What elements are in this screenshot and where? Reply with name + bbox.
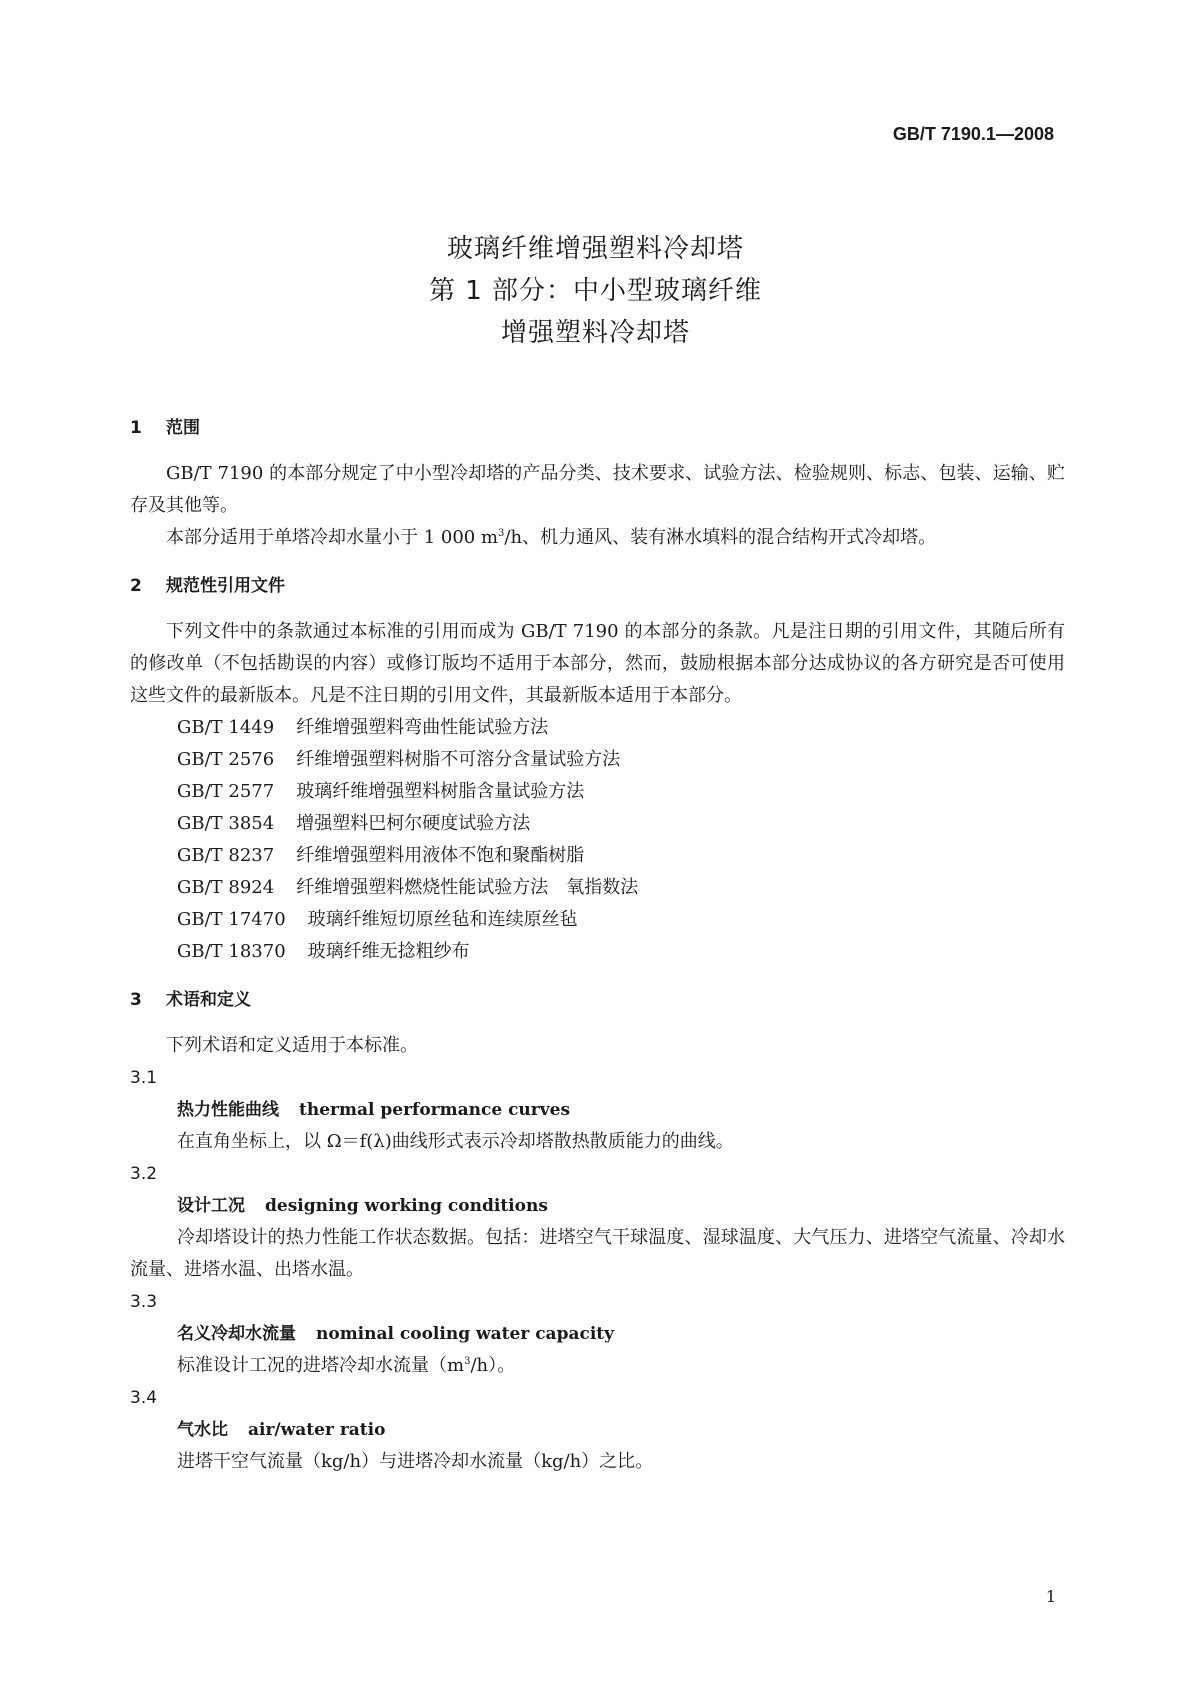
term-entry xyxy=(130,1286,1065,1382)
reference-item xyxy=(130,872,1065,904)
term-entry xyxy=(130,1158,1065,1286)
term-number: 3.1 xyxy=(130,1068,158,1088)
reference-code: GB/T 18370 xyxy=(177,941,286,962)
term-definition: 在直角坐标上，以 Ω＝f(λ)曲线形式表示冷却塔散热散质能力的曲线。 xyxy=(177,1131,734,1152)
term-english: thermal performance curves xyxy=(299,1100,571,1120)
superscript: 3 xyxy=(464,1356,471,1367)
term-chinese: 设计工况 xyxy=(177,1196,245,1216)
reference-title: 纤维增强塑料树脂不可溶分含量试验方法 xyxy=(296,749,621,770)
reference-item xyxy=(130,744,1065,776)
scope-paragraph-2 xyxy=(130,522,1065,554)
term-heading xyxy=(130,1414,1065,1446)
title-line-2: 第 1 部分：中小型玻璃纤维 xyxy=(428,276,763,306)
term-english: designing working conditions xyxy=(265,1196,548,1216)
superscript: 3 xyxy=(498,528,505,539)
term-heading xyxy=(130,1094,1065,1126)
title-line-1: 玻璃纤维增强塑料冷却塔 xyxy=(446,234,744,264)
references-intro: 下列文件中的条款通过本标准的引用而成为 GB/T 7190 的本部分的条款。凡是注日期的引用文件，其随后所有的修改单（不包括勘误的内容）或修订版均不适用于本部分，然而，鼓励根据本部分达成协议的各方研究是否可使用这些文件的最新版本。凡是不注日期的引用文件，其最新版本适用于本部分。 xyxy=(130,621,1065,706)
document-body xyxy=(130,412,1065,1478)
standard-number: GB/T 7190.1—2008 xyxy=(892,124,1054,144)
term-definition: 冷却塔设计的热力性能工作状态数据。包括：进塔空气干球温度、湿球温度、大气压力、进塔空气流量、冷却水流量、进塔水温、出塔水温。 xyxy=(130,1227,1065,1280)
scope-text: /h、机力通风、装有淋水填料的混合结构开式冷却塔。 xyxy=(504,527,937,548)
term-number: 3.4 xyxy=(130,1388,158,1408)
reference-item xyxy=(130,776,1065,808)
definition-text: /h）。 xyxy=(470,1355,516,1376)
reference-item xyxy=(130,840,1065,872)
reference-code: GB/T 1449 xyxy=(177,717,275,738)
reference-code: GB/T 8924 xyxy=(177,877,275,898)
page-number: 1 xyxy=(1045,1587,1056,1606)
reference-code: GB/T 17470 xyxy=(177,909,286,930)
section-2-heading xyxy=(130,570,1065,602)
term-entry xyxy=(130,1382,1065,1478)
section-title: 范围 xyxy=(166,418,200,438)
scope-paragraph-1: GB/T 7190 的本部分规定了中小型冷却塔的产品分类、技术要求、试验方法、检验规则、标志、包装、运输、贮存及其他等。 xyxy=(130,463,1065,516)
reference-title: 纤维增强塑料弯曲性能试验方法 xyxy=(296,717,549,738)
reference-title: 纤维增强塑料用液体不饱和聚酯树脂 xyxy=(296,845,585,866)
reference-item xyxy=(130,808,1065,840)
term-heading xyxy=(130,1190,1065,1222)
reference-code: GB/T 8237 xyxy=(177,845,275,866)
term-definition xyxy=(130,1350,1065,1382)
term-chinese: 名义冷却水流量 xyxy=(177,1324,296,1344)
reference-item xyxy=(130,936,1065,968)
section-number: 1 xyxy=(130,418,142,438)
section-1-heading xyxy=(130,412,1065,444)
section-number: 2 xyxy=(130,576,142,596)
term-entry xyxy=(130,1062,1065,1158)
reference-item xyxy=(130,712,1065,744)
section-number: 3 xyxy=(130,990,142,1010)
term-definition: 进塔干空气流量（kg/h）与进塔冷却水流量（kg/h）之比。 xyxy=(177,1451,654,1472)
reference-title: 纤维增强塑料燃烧性能试验方法 氧指数法 xyxy=(296,877,639,898)
definition-text: 标准设计工况的进塔冷却水流量（m xyxy=(177,1355,465,1376)
reference-item xyxy=(130,904,1065,936)
scope-text: 本部分适用于单塔冷却水量小于 1 000 m xyxy=(166,527,499,548)
reference-code: GB/T 3854 xyxy=(177,813,275,834)
reference-title: 玻璃纤维短切原丝毡和连续原丝毡 xyxy=(307,909,578,930)
document-title xyxy=(0,228,1191,354)
terms-intro: 下列术语和定义适用于本标准。 xyxy=(166,1035,418,1056)
title-line-3: 增强塑料冷却塔 xyxy=(500,318,690,348)
reference-title: 玻璃纤维增强塑料树脂含量试验方法 xyxy=(296,781,585,802)
section-title: 规范性引用文件 xyxy=(166,576,285,596)
term-heading xyxy=(130,1318,1065,1350)
reference-list xyxy=(130,712,1065,968)
reference-code: GB/T 2577 xyxy=(177,781,275,802)
term-chinese: 气水比 xyxy=(177,1420,228,1440)
term-number: 3.3 xyxy=(130,1292,158,1312)
reference-title: 增强塑料巴柯尔硬度试验方法 xyxy=(296,813,531,834)
term-number: 3.2 xyxy=(130,1164,158,1184)
section-title: 术语和定义 xyxy=(166,990,251,1010)
reference-title: 玻璃纤维无捻粗纱布 xyxy=(307,941,470,962)
reference-code: GB/T 2576 xyxy=(177,749,275,770)
section-3-heading xyxy=(130,984,1065,1016)
term-english: air/water ratio xyxy=(248,1420,386,1440)
term-chinese: 热力性能曲线 xyxy=(177,1100,279,1120)
term-english: nominal cooling water capacity xyxy=(316,1324,615,1344)
